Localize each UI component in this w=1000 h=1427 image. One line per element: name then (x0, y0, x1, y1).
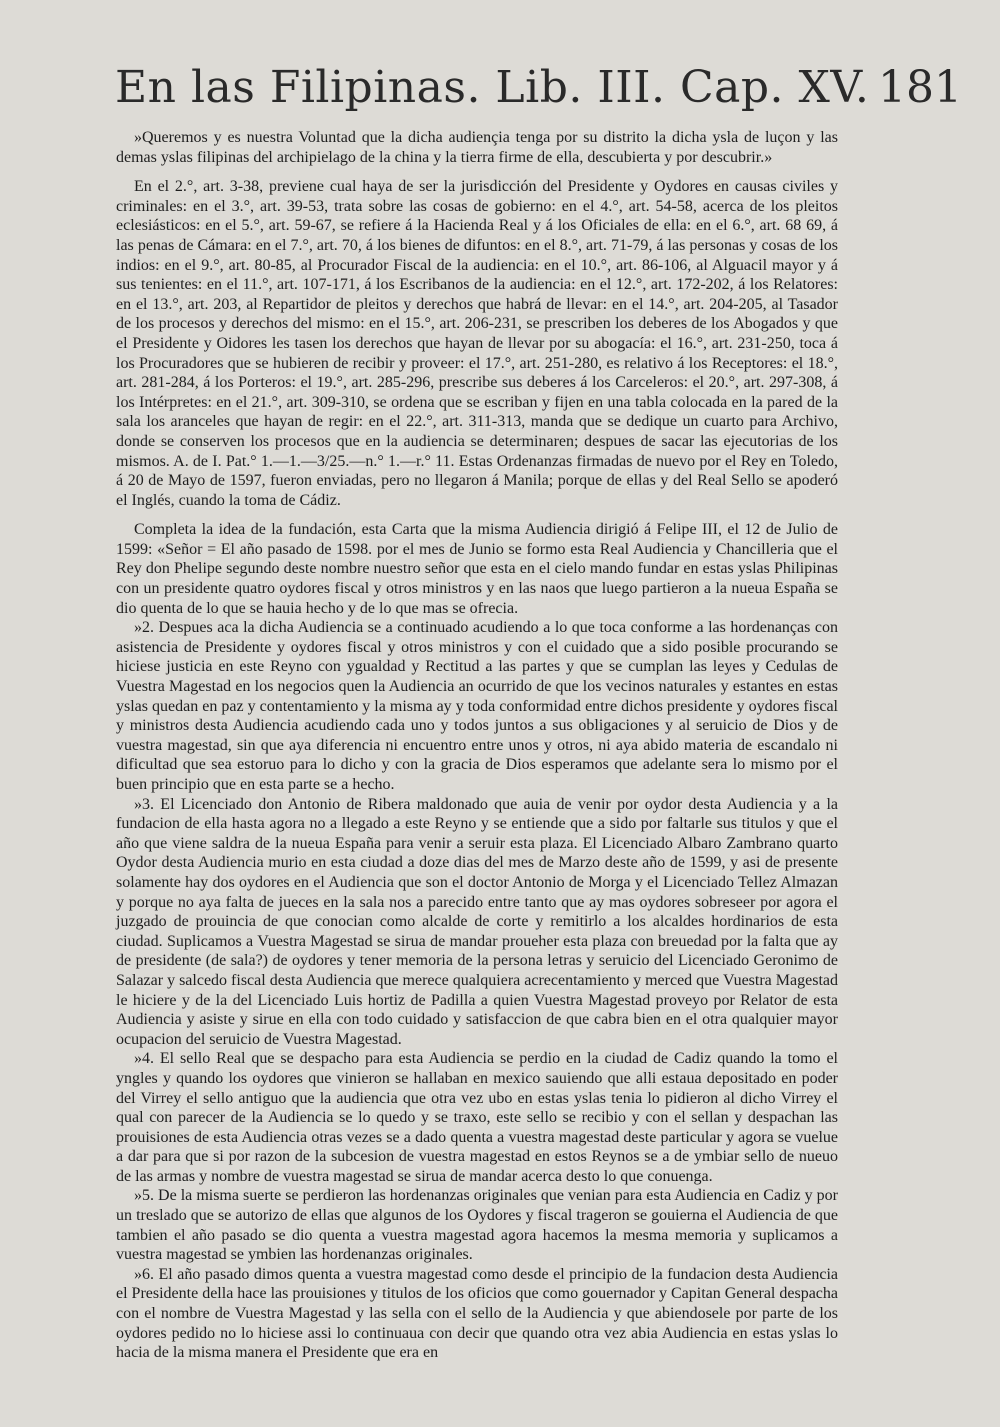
paragraph-section-6: »6. El año pasado dimos quenta a vuestra magestad como desde el principio de la fundacion desta Audiencia el Presidente della hace las prouisiones y titulos de los oficios que como gouernador y Capitan General despacha con el nombre de Vuestra Magestad y las sella con el sello de la Audiencia y que abiendosele por parte de los oydores pedido no lo hiciese assi lo continuaua con decir que quando otra vez abia Audiencia en estas yslas lo hacia de la misma manera el Presidente que era en (116, 1265, 839, 1362)
paragraph-section-3: »3. El Licenciado don Antonio de Ribera maldonado que auia de venir por oydor desta Audiencia y a la fundacion de ella hasta agora no a llegado a este Reyno y se entiende que a sido por faltarle sus titulos y que el año que viene saldra de la nueua España para venir a seruir esta plaza. El Licenciado Albaro Zambrano quarto Oydor desta Audiencia murio en esta ciudad a doze dias del mes de Marzo deste año de 1599, y asi de presente solamente hay dos oydores en el Audiencia que son el doctor Antonio de Morga y el Licenciado Tellez Almazan y porque no aya falta de jueces en la sala nos a parecido entre tanto que ay mas oydores sobreseer por agora el juzgado de prouincia de que conocian como alcalde de corte y remitirlo a los alcaldes hordinarios de esta ciudad. Suplicamos a Vuestra Magestad se sirua de mandar proueher esta plaza con breuedad por la falta que ay de presidente (de sala?) de oydores y tener memoria de la persona letras y seruicio del Licenciado Geronimo de Salazar y salcedo fiscal desta Audiencia que merece qualquiera acrecentamiento y merced que Vuestra Magestad le hiciere y de la del Licenciado Luis hortiz de Padilla a quien Vuestra Magestad proveyo por Relator de esta Audiencia y asiste y sirue en ella con todo cuidado y satisfaccion de que cabra bien en el otra qualquier mayor ocupacion del seruicio de Vuestra Magestad. (116, 795, 838, 1048)
running-title: En las Filipinas. Lib. III. Cap. XV. (115, 62, 870, 113)
paragraph-ordinance-quote: »Queremos y es nuestra Voluntad que la dicha audiençia tenga por su distrito la dicha ysla de luçon y las demas yslas filipinas del archipielago de la china y la tierra firme de ella, descubierta y por descubrir.» (116, 129, 838, 166)
paragraph-letter-intro: Completa la idea de la fundación, esta Carta que la misma Audiencia dirigió á Felipe III, el 12 de Julio de 1599: «Señor = El año pasado de 1598. por el mes de Junio se formo esta Real Audiencia y Chancilleria que el Rey don Phelipe segundo deste nombre nuestro señor que esta en el cielo mando fundar en estas yslas Philipinas con un presidente quatro oydores fiscal y otros ministros y en las naos que luego partieron a la nueua España se dio quenta de lo que se hauia hecho y de lo que mas se ofrecia. (116, 521, 838, 617)
paragraph-section-4: »4. El sello Real que se despacho para esta Audiencia se perdio en la ciudad de Cadiz quando la tomo el yngles y quando los oydores que vinieron se hallaban en mexico sauiendo que alli estaua depositado en poder del Virrey el sello antiguo que la audiencia que otra vez ubo en estas yslas tenia lo pidieron al dicho Virrey el qual con parecer de la Audiencia se lo quedo y se traxo, este sello se recibio y con el sellan y despachan las prouisiones de esta Audiencia otras vezes se a dado quenta a vuestra magestad deste particular y agora se vuelue a dar para que si por razon de la subcesion de vuestra magestad en estos Reynos se a de ymbiar sello de nueuo de las armas y nombre de vuestra magestad se sirua de mandar acerca desto lo que conuenga. (116, 1050, 838, 1185)
body-text (116, 128, 838, 1363)
paragraph-articles-summary: En el 2.°, art. 3-38, previene cual haya de ser la jurisdicción del Presidente y Oydores en causas civiles y criminales: en el 3.°, art. 39-53, trata sobre las cosas de gobierno: en el 4.°, art. 54-58, acerca de los pleitos eclesiásticos: en el 5.°, art. 59-67, se refiere á la Hacienda Real y á los Oficiales de ella: en el 6.°, art. 68 69, á las penas de Cámara: en el 7.°, art. 70, á los bienes de difuntos: en el 8.°, art. 71-79, á las personas y cosas de los indios: en el 9.°, art. 80-85, al Procurador Fiscal de la audiencia: en el 10.°, art. 86-106, al Alguacil mayor y á sus tenientes: en el 11.°, art. 107-171, á los Escribanos de la audiencia: en el 12.°, art. 172-202, á los Relatores: en el 13.°, art. 203, al Repartidor de pleitos y derechos que habrá de llevar: en el 14.°, art. 204-205, al Tasador de los procesos y derechos del mismo: en el 15.°, art. 206-231, se prescriben los deberes de los Abogados y que el Presidente y Oidores les tasen los derechos que hayan de llevar por su abogacía: el 16.°, art. 231-250, toca á los Procuradores que se hubieren de recibir y proveer: el 17.°, art. 251-280, es relativo á los Receptores: el 18.°, art. 281-284, á los Porteros: el 19.°, art. 285-296, prescribe sus deberes á los Carceleros: el 20.°, art. 297-308, á los Intérpretes: en el 21.°, art. 309-310, se ordena que se escriban y fijen en una tabla colocada en la pared de la sala los aranceles que hayan de regir: en el 22.°, art. 311-313, manda que se dedique un cuarto para Archivo, donde se conserven los procesos que en la audiencia se determinaren; despues de sacar las ejecutorias de los mismos. A. de I. Pat.° 1.—1.—3/25.—n.° 1.—r.° 11. Estas Ordenanzas firmadas de nuevo por el Rey en Toledo, á 20 de Mayo de 1597, fueron enviadas, pero no llegaron á Manila; porque de ellas y del Real Sello se apoderó el Inglés, cuando la toma de Cádiz. (116, 178, 838, 509)
paragraph-section-5: »5. De la misma suerte se perdieron las hordenanzas originales que venian para esta Audiencia en Cadiz y por un treslado que se autorizo de ellas que algunos de los Oydores y fiscal trageron se gouierna el Audiencia de que tambien el año pasado se dio quenta a vuestra magestad agora hacemos la mesma memoria y suplicamos a vuestra magestad se ymbien las hordenanzas originales. (116, 1187, 838, 1264)
page-number: 181 (878, 62, 962, 113)
paragraph-section-2: »2. Despues aca la dicha Audiencia se a continuado acudiendo a lo que toca conforme a las hordenanças con asistencia de Presidente y oydores fiscal y otros ministros y con el cuidado que a sido posible procurando se hiciese justicia en este Reyno con ygualdad y Rectitud a las partes y que se cumplan las leyes y Cedulas de Vuestra Magestad en los negocios quen la Audiencia an ocurrido de que los vecinos naturales y estantes en estas yslas quedan en paz y contentamiento y la misma ay y toda conformidad entre dichos presidente y oydores fiscal y ministros desta Audiencia acudiendo cada uno y todos juntos a sus obligaciones y al seruicio de Dios y de vuestra magestad, sin que aya diferencia ni encuentro entre unos y otros, ni aya abido materia de escandalo ni dificultad que sea estoruo para lo dicho y con la gracia de Dios esperamos que adelante sera lo mismo por el buen principio que en esta parte se a hecho. (116, 619, 838, 793)
